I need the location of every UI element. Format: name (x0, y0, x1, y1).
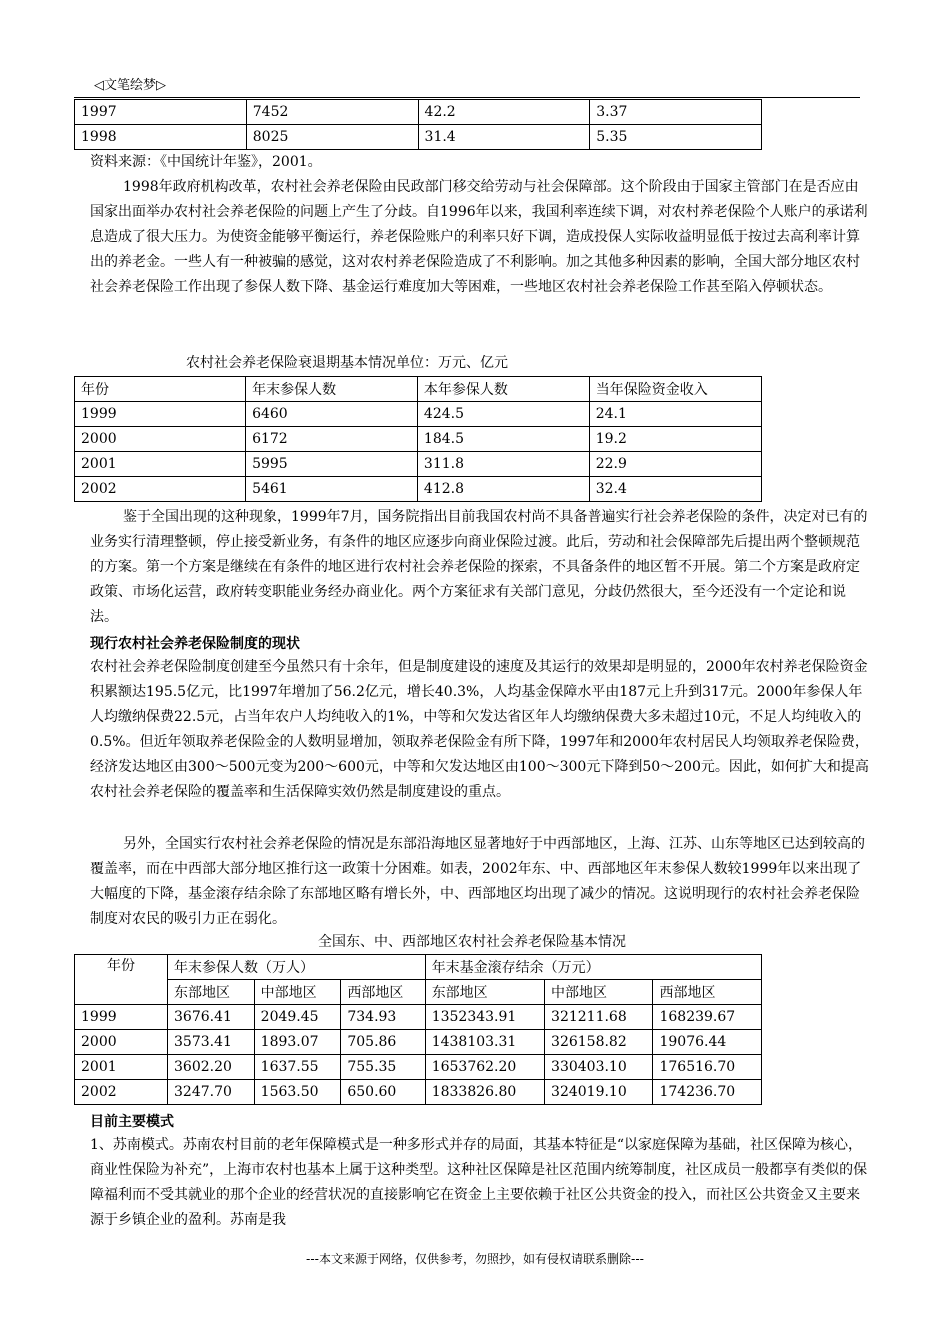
table-cell: 2049.45 (254, 1005, 341, 1030)
table-cell: 1999 (75, 1005, 168, 1030)
paragraph: 农村社会养老保险制度创建至今虽然只有十余年，但是制度建设的速度及其运行的效果却是明显的，2000年农村养老保险资金积累额达195.5亿元，比1997年增加了56.2亿元，增长40.3%，人均基金保障水平由187元上升到317元。2000年参保人年人均缴纳保费22.5元，占当年农户人均纯收入的1%，中等和欠发达省区年人均缴纳保费大多未超过10元，不足人均纯收入的0.5%。但近年领取养老保险金的人数明显增加，领取养老保险金有所下降，1997年和2000年农村居民人均领取养老保险费，经济发达地区由300～500元变为200～600元，中等和欠发达地区由100～300元下降到50～200元。因此，如何扩大和提高农村社会养老保险的覆盖率和生活保障实效仍然是制度建设的重点。 (90, 659, 869, 800)
table-cell: 1563.50 (254, 1080, 341, 1105)
table-row (75, 1080, 762, 1105)
table-cell: 1997 (75, 100, 247, 125)
table-cell: 2000 (75, 427, 246, 452)
column-header: 西部地区 (341, 980, 425, 1005)
table-cell: 424.5 (417, 402, 589, 427)
table-cell: 2002 (75, 1080, 168, 1105)
table-cell: 8025 (246, 125, 418, 150)
table-cell: 324019.10 (545, 1080, 653, 1105)
table-cell: 705.86 (341, 1030, 425, 1055)
regional-table (74, 954, 762, 1105)
table-cell: 168239.67 (653, 1005, 762, 1030)
table-row (75, 1055, 762, 1080)
table-caption: 全国东、中、西部地区农村社会养老保险基本情况 (318, 934, 626, 950)
table-cell: 42.2 (418, 100, 590, 125)
table-cell: 1893.07 (254, 1030, 341, 1055)
table-cell: 3573.41 (168, 1030, 255, 1055)
table-cell: 311.8 (417, 452, 589, 477)
section-heading: 现行农村社会养老保险制度的现状 (90, 636, 300, 652)
table-cell: 321211.68 (545, 1005, 653, 1030)
table-cell: 6172 (246, 427, 418, 452)
table-cell: 734.93 (341, 1005, 425, 1030)
column-header: 东部地区 (425, 980, 544, 1005)
column-header: 本年参保人数 (417, 377, 589, 402)
section-heading: 目前主要模式 (90, 1114, 174, 1130)
table-cell: 176516.70 (653, 1055, 762, 1080)
table-row (75, 402, 762, 427)
table-cell: 2000 (75, 1030, 168, 1055)
table-cell: 19076.44 (653, 1030, 762, 1055)
table-row (75, 427, 762, 452)
table-cell: 31.4 (418, 125, 590, 150)
table-cell: 7452 (246, 100, 418, 125)
table-continued (74, 99, 762, 150)
column-header: 东部地区 (168, 980, 255, 1005)
page-footer: ---本文来源于网络，仅供参考，勿照抄，如有侵权请联系删除--- (306, 1252, 644, 1266)
paragraph: 鉴于全国出现的这种现象，1999年7月，国务院指出目前我国农村尚不具备普遍实行社会养老保险的条件，决定对已有的业务实行清理整顿，停止接受新业务，有条件的地区应逐步向商业保险过渡。此后，劳动和社会保障部先后提出两个整顿规范的方案。第一个方案是继续在有条件的地区进行农村社会养老保险的探索，不具备条件的地区暂不开展。第二个方案是政府定政策、市场化运营，政府转变职能业务经办商业化。两个方案征求有关部门意见，分歧仍然很大，至今还没有一个定论和说法。 (90, 509, 868, 625)
table-cell: 3247.70 (168, 1080, 255, 1105)
table-cell: 5461 (246, 477, 418, 502)
table-cell: 1637.55 (254, 1055, 341, 1080)
table-cell: 19.2 (589, 427, 761, 452)
table-cell: 1833826.80 (425, 1080, 544, 1105)
table-cell: 330403.10 (545, 1055, 653, 1080)
table-cell: 1653762.20 (425, 1055, 544, 1080)
table-cell: 1998 (75, 125, 247, 150)
table-row (75, 452, 762, 477)
table-cell: 24.1 (589, 402, 761, 427)
column-header: 年末参保人数 (246, 377, 418, 402)
table-cell: 174236.70 (653, 1080, 762, 1105)
table-cell: 2001 (75, 452, 246, 477)
source-note: 资料来源：《中国统计年鉴》，2001。 (90, 154, 322, 170)
table-cell: 2002 (75, 477, 246, 502)
column-header: 年份 (75, 377, 246, 402)
table-cell: 6460 (246, 402, 418, 427)
column-group-header: 年末基金滚存结余（万元） (425, 955, 761, 980)
table-cell: 5.35 (590, 125, 762, 150)
table-cell: 755.35 (341, 1055, 425, 1080)
table-cell: 184.5 (417, 427, 589, 452)
page-header: ◁文笔绘梦▷ (94, 78, 166, 93)
table-header-row (75, 955, 762, 980)
table-cell: 1438103.31 (425, 1030, 544, 1055)
table-cell: 1999 (75, 402, 246, 427)
table-header-row (75, 377, 762, 402)
table-cell: 412.8 (417, 477, 589, 502)
paragraph: 另外，全国实行农村社会养老保险的情况是东部沿海地区显著地好于中西部地区，上海、江苏、山东等地区已达到较高的覆盖率，而在中西部大部分地区推行这一政策十分困难。如表，2002年东、中、西部地区年末参保人数较1999年以来出现了大幅度的下降，基金滚存结余除了东部地区略有增长外，中、西部地区均出现了减少的情况。这说明现行的农村社会养老保险制度对农民的吸引力正在弱化。 (90, 836, 865, 927)
decline-period-table (74, 376, 762, 502)
table-cell: 3602.20 (168, 1055, 255, 1080)
table-cell: 3.37 (590, 100, 762, 125)
table-cell: 2001 (75, 1055, 168, 1080)
table-row (75, 1005, 762, 1030)
column-header: 当年保险资金收入 (589, 377, 761, 402)
paragraph: 1998年政府机构改革，农村社会养老保险由民政部门移交给劳动与社会保障部。这个阶段由于国家主管部门在是否应由国家出面举办农村社会养老保险的问题上产生了分歧。自1996年以来，我国利率连续下调，对农村养老保险个人账户的承诺利息造成了很大压力。为使资金能够平衡运行，养老保险账户的利率只好下调，造成投保人实际收益明显低于按过去高利率计算出的养老金。一些人有一种被骗的感觉，这对农村养老保险造成了不利影响。加之其他多种因素的影响，全国大部分地区农村社会养老保险工作出现了参保人数下降、基金运行难度加大等困难，一些地区农村社会养老保险工作甚至陷入停顿状态。 (90, 179, 868, 295)
table-row (75, 1030, 762, 1055)
table-row (75, 125, 762, 150)
table-caption: 农村社会养老保险衰退期基本情况单位：万元、亿元 (186, 355, 508, 371)
table-cell: 1352343.91 (425, 1005, 544, 1030)
column-header: 中部地区 (545, 980, 653, 1005)
column-header: 年份 (75, 955, 168, 1005)
column-header: 西部地区 (653, 980, 762, 1005)
table-cell: 32.4 (589, 477, 761, 502)
column-header: 中部地区 (254, 980, 341, 1005)
column-group-header: 年末参保人数（万人） (168, 955, 426, 980)
table-cell: 650.60 (341, 1080, 425, 1105)
table-subheader-row (75, 980, 762, 1005)
paragraph: 1、苏南模式。苏南农村目前的老年保障模式是一种多形式并存的局面，其基本特征是“以家庭保障为基础，社区保障为核心，商业性保险为补充”，上海市农村也基本上属于这种类型。这种社区保障是社区范围内统筹制度，社区成员一般都享有类似的保障福利而不受其就业的那个企业的经营状况的直接影响它在资金上主要依赖于社区公共资金的投入，而社区公共资金又主要来源于乡镇企业的盈利。苏南是我 (90, 1137, 868, 1228)
table-cell: 22.9 (589, 452, 761, 477)
table-row (75, 477, 762, 502)
table-cell: 3676.41 (168, 1005, 255, 1030)
table-cell: 5995 (246, 452, 418, 477)
table-cell: 326158.82 (545, 1030, 653, 1055)
header-rule (74, 97, 860, 98)
table-row (75, 100, 762, 125)
